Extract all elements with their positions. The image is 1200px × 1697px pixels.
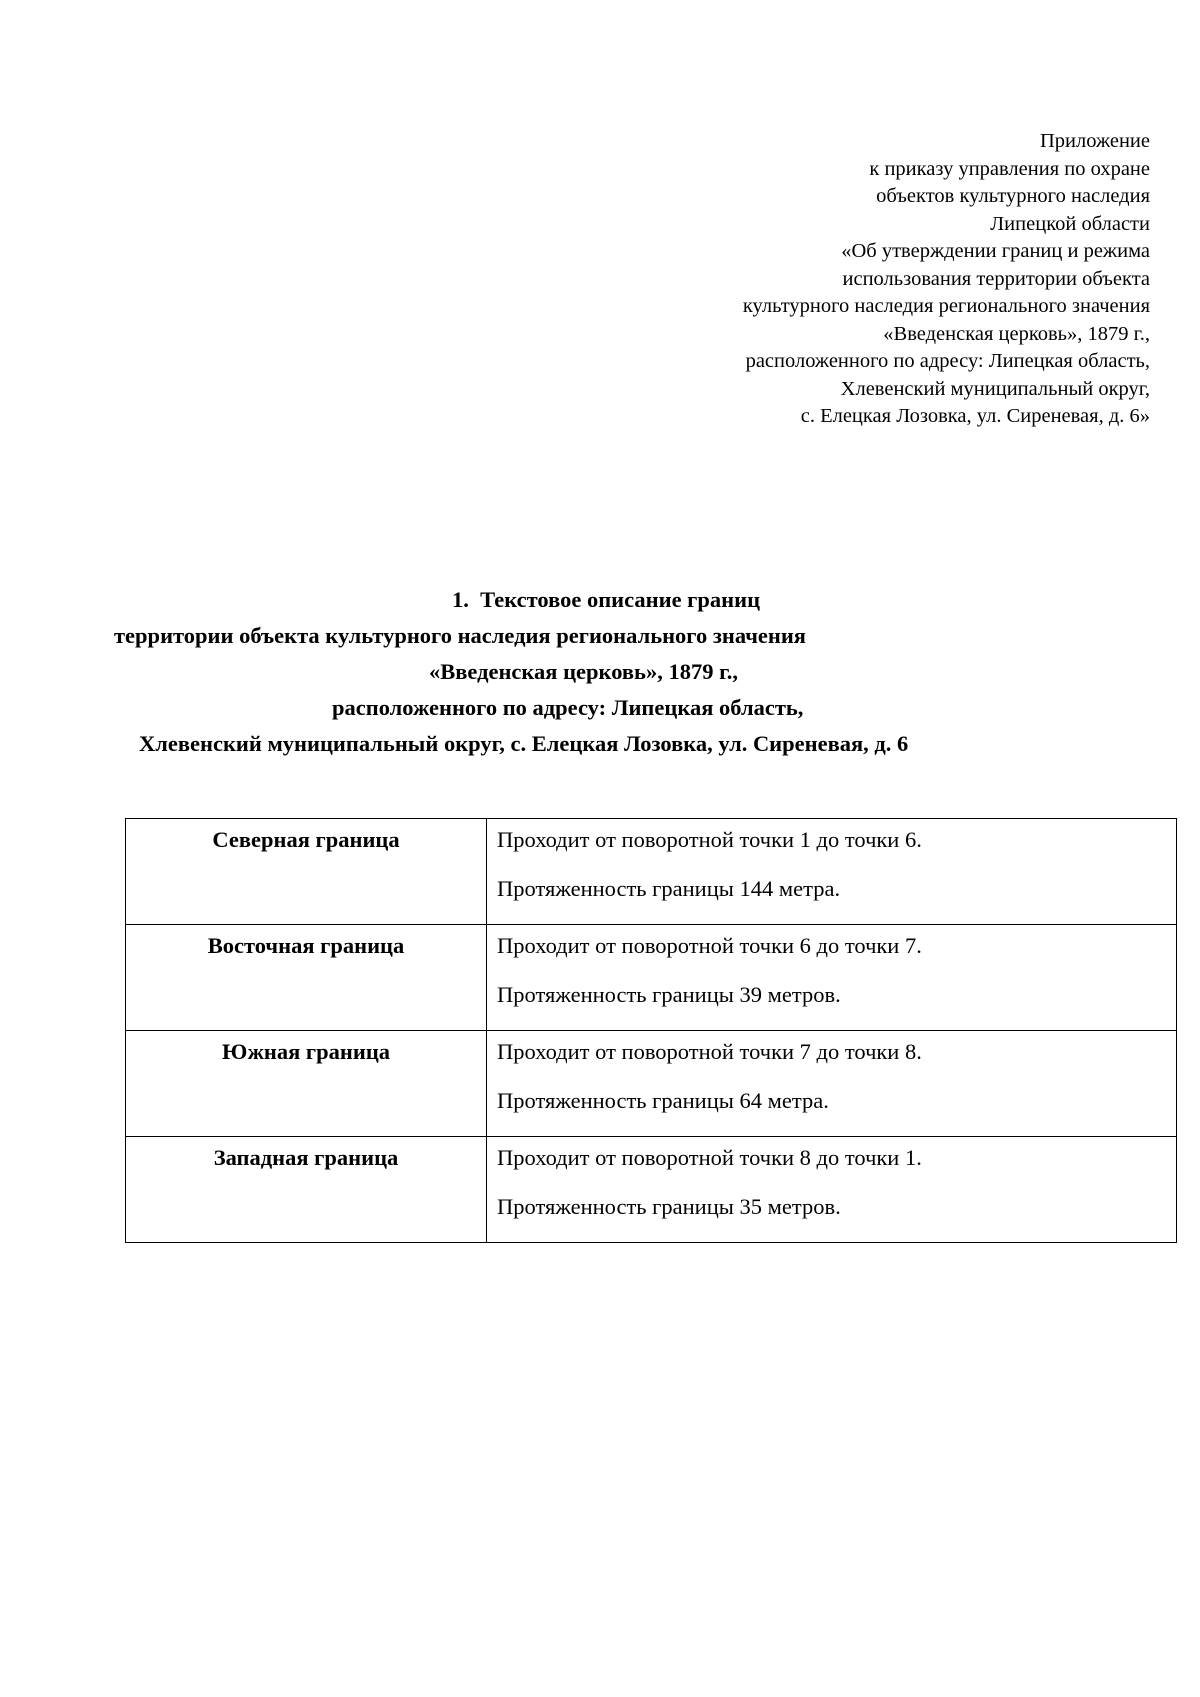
heading-line (0, 582, 1200, 618)
table-row (126, 1031, 1177, 1137)
appendix-line: «Введенская церковь», 1879 г., (883, 322, 1150, 345)
appendix-line: Приложение (1039, 130, 1150, 152)
boundary-length: Протяженность границы 144 метра. (497, 876, 841, 901)
section-heading (0, 582, 1200, 762)
boundary-description-cell (487, 1137, 1177, 1243)
boundaries-table (125, 818, 1177, 1243)
appendix-line: культурного наследия регионального значения (742, 295, 1150, 317)
appendix-line: к приказу управления по охране (869, 157, 1150, 180)
appendix-line: Липецкой области (990, 212, 1150, 235)
heading-line: расположенного по адресу: Липецкая область, (332, 695, 804, 720)
boundary-name: Северная граница (126, 819, 487, 925)
appendix-line: расположенного по адресу: Липецкая область, (745, 350, 1150, 372)
boundary-length: Протяженность границы 35 метров. (497, 1194, 841, 1219)
appendix-line: «Об утверждении границ и режима (841, 240, 1150, 262)
table-row (126, 925, 1177, 1031)
boundary-name: Западная граница (126, 1137, 487, 1243)
boundary-name: Восточная граница (126, 925, 487, 1031)
boundary-length: Протяженность границы 64 метра. (497, 1088, 829, 1113)
appendix-line: объектов культурного наследия (876, 185, 1150, 207)
boundary-description: Проходит от поворотной точки 6 до точки 7. (497, 933, 922, 958)
table-row (126, 819, 1177, 925)
boundary-description-cell (487, 925, 1177, 1031)
boundary-description: Проходит от поворотной точки 1 до точки 6. (497, 827, 922, 852)
heading-line: Хлевенский муниципальный округ, с. Елецкая Лозовка, ул. Сиреневая, д. 6 (139, 731, 909, 756)
boundary-description-cell (487, 819, 1177, 925)
boundary-description: Проходит от поворотной точки 8 до точки 1. (497, 1145, 922, 1170)
boundary-name: Южная граница (126, 1031, 487, 1137)
boundary-length: Протяженность границы 39 метров. (497, 982, 841, 1007)
heading-title: Текстовое описание границ (480, 587, 761, 612)
appendix-block (430, 128, 1150, 431)
table-row (126, 1137, 1177, 1243)
boundary-description: Проходит от поворотной точки 7 до точки 8. (497, 1039, 922, 1064)
appendix-line: использования территории объекта (842, 267, 1150, 290)
boundary-description-cell (487, 1031, 1177, 1137)
heading-number: 1. (452, 587, 469, 612)
appendix-line: с. Елецкая Лозовка, ул. Сиреневая, д. 6» (800, 405, 1150, 427)
heading-line: «Введенская церковь», 1879 г., (429, 659, 739, 684)
heading-line: территории объекта культурного наследия регионального значения (114, 623, 806, 648)
appendix-line: Хлевенский муниципальный округ, (840, 377, 1150, 400)
